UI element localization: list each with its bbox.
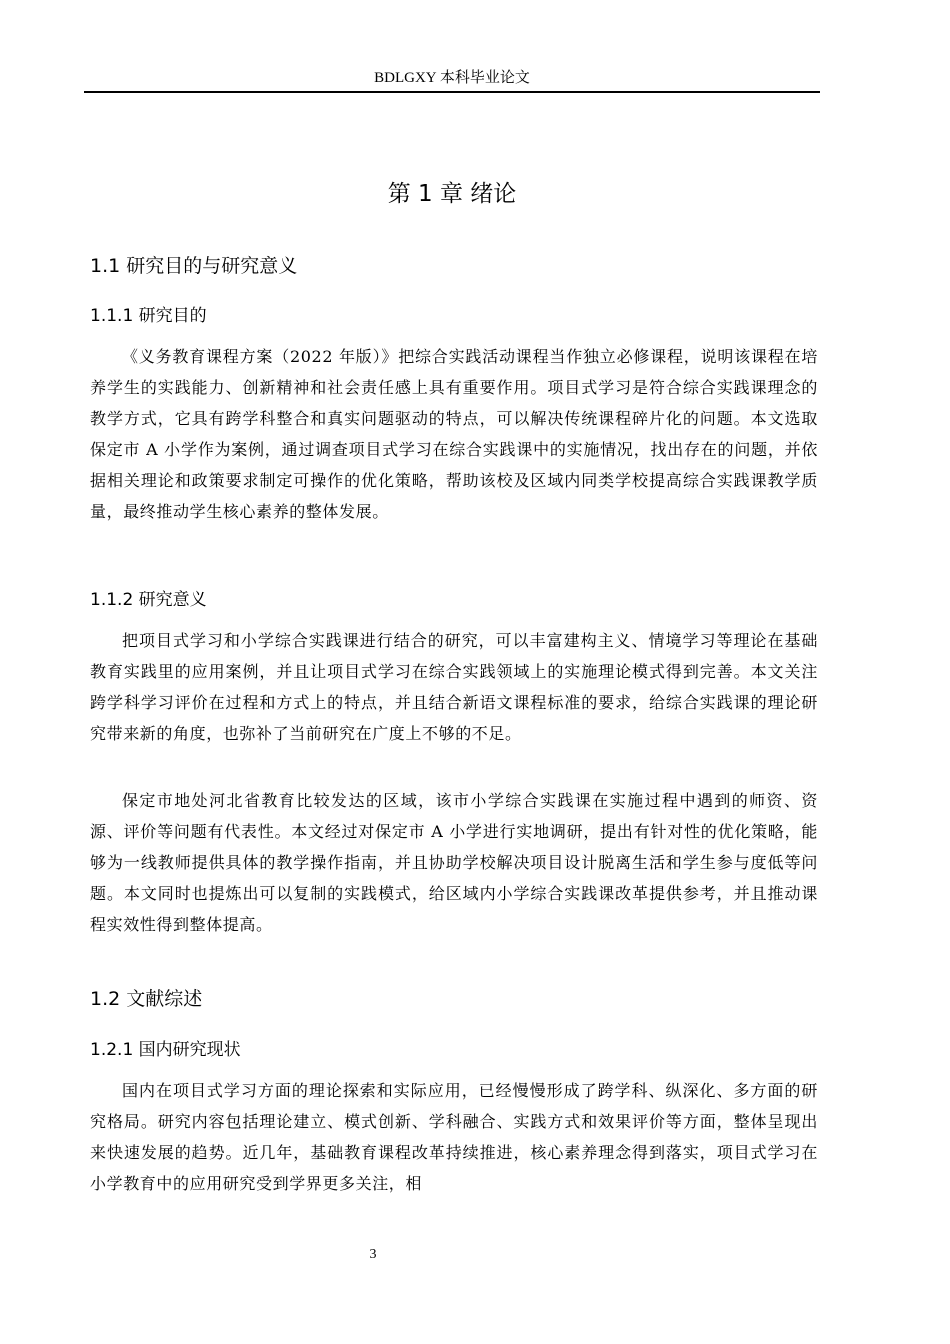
paragraph-domestic-research: 国内在项目式学习方面的理论探索和实际应用，已经慢慢形成了跨学科、纵深化、多方面的研究格局。研究内容包括理论建立、模式创新、学科融合、实践方式和效果评价等方面，整体呈现出来快速发展的趋势。近几年，基础教育课程改革持续推进，核心素养理念得到落实，项目式学习在小学教育中的应用研究受到学界更多关注，相 [90,1081,818,1193]
section-heading-1-2: 1.2 文献综述 [90,988,203,1010]
header-divider [84,91,820,93]
page-header: BDLGXY 本科毕业论文 [374,70,530,86]
paragraph-research-purpose: 《义务教育课程方案（2022 年版）》把综合实践活动课程当作独立必修课程，说明该课程在培养学生的实践能力、创新精神和社会责任感上具有重要作用。项目式学习是符合综合实践课理念的教学方式，它具有跨学科整合和真实问题驱动的特点，可以解决传统课程碎片化的问题。本文选取保定市 A 小学作为案例，通过调查项目式学习在综合实践课中的实施情况，找出存在的问题，并依据相关理论和政策要求制定可操作的优化策略，帮助该校及区域内同类学校提高综合实践课教学质量，最终推动学生核心素养的整体发展。 [90,347,818,521]
paragraph-research-significance-1: 把项目式学习和小学综合实践课进行结合的研究，可以丰富建构主义、情境学习等理论在基础教育实践里的应用案例，并且让项目式学习在综合实践领域上的实施理论模式得到完善。本文关注跨学科学习评价在过程和方式上的特点，并且结合新语文课程标准的要求，给综合实践课的理论研究带来新的角度，也弥补了当前研究在广度上不够的不足。 [90,631,818,743]
section-heading-1-1: 1.1 研究目的与研究意义 [90,255,298,277]
section-heading-1-1-2: 1.1.2 研究意义 [90,590,207,610]
paragraph-research-significance-2: 保定市地处河北省教育比较发达的区域，该市小学综合实践课在实施过程中遇到的师资、资源、评价等问题有代表性。本文经过对保定市 A 小学进行实地调研，提出有针对性的优化策略，能够为一线教师提供具体的教学操作指南，并且协助学校解决项目设计脱离生活和学生参与度低等问题。本文同时也提炼出可以复制的实践模式，给区域内小学综合实践课改革提供参考，并且推动课程实效性得到整体提高。 [90,791,818,934]
section-heading-1-2-1: 1.2.1 国内研究现状 [90,1040,241,1060]
chapter-title: 第 1 章 绪论 [387,181,517,207]
page-number: 3 [369,1247,377,1262]
section-heading-1-1-1: 1.1.1 研究目的 [90,306,207,326]
